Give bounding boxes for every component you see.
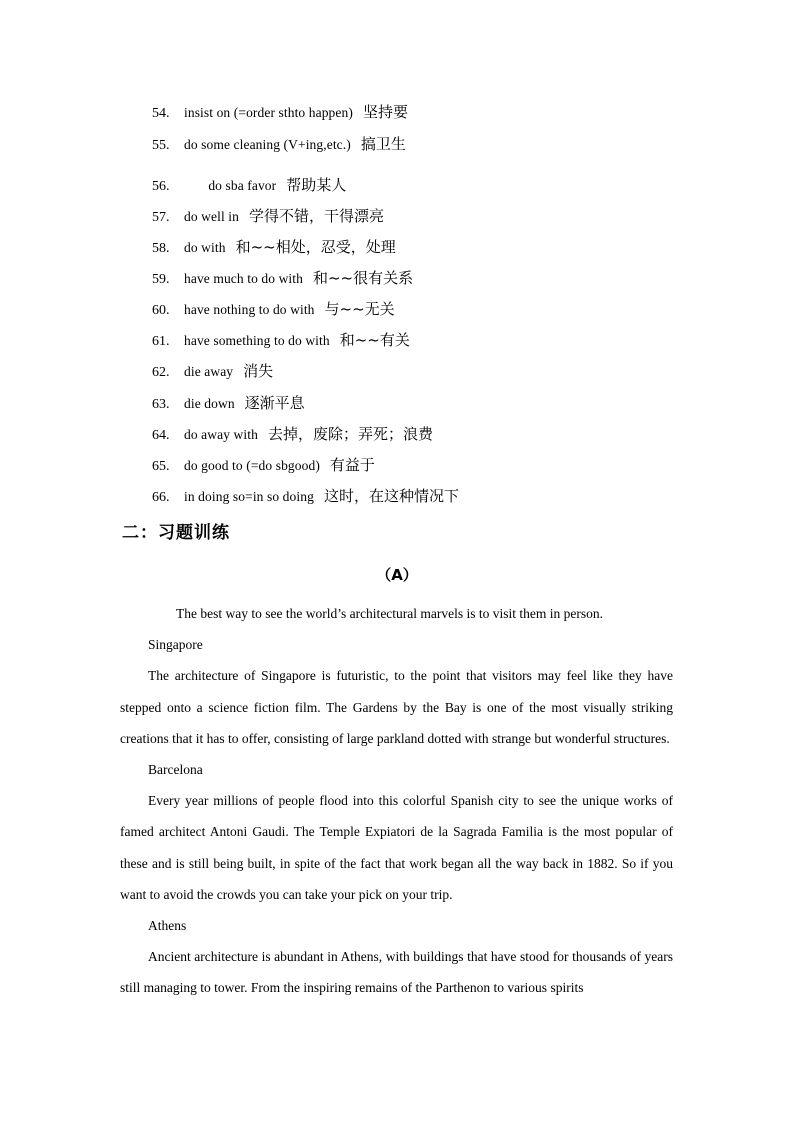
phrase-english: do well in bbox=[184, 209, 239, 224]
phrase-item bbox=[152, 100, 408, 124]
phrase-number: 54. bbox=[152, 106, 170, 121]
phrase-item bbox=[152, 359, 273, 383]
phrase-chinese: 和~~很有关系 bbox=[312, 269, 414, 287]
phrase-chinese: 搞卫生 bbox=[360, 135, 406, 153]
phrase-number: 58. bbox=[152, 241, 170, 256]
phrase-number: 59. bbox=[152, 272, 170, 287]
phrase-chinese: 和~~相处，忍受，处理 bbox=[235, 238, 396, 256]
phrase-number: 66. bbox=[152, 490, 170, 505]
phrase-item bbox=[152, 266, 413, 290]
phrase-chinese: 这时，在这种情况下 bbox=[323, 487, 459, 505]
passage-paragraph: Every year millions of people flood into this colorful Spanish city to see the unique works of famed architect Antoni Gaudi. The Temple Expiatori de la Sagrada Familia is the most popular of these and is still being built, in spite of the fact that work began all the way back in 1882. So if you want to avoid the crowds you can take your pick on your trip. bbox=[120, 793, 673, 902]
phrase-item bbox=[152, 173, 346, 197]
phrase-english: die away bbox=[184, 364, 234, 379]
phrase-number: 55. bbox=[152, 138, 170, 153]
phrase-chinese: 和~~有关 bbox=[339, 331, 410, 349]
phrase-english: die down bbox=[184, 396, 235, 411]
phrase-number: 57. bbox=[152, 210, 170, 225]
phrase-english: have nothing to do with bbox=[184, 302, 315, 317]
phrase-chinese: 有益于 bbox=[329, 456, 375, 474]
passage-label: （A） bbox=[376, 566, 418, 584]
phrase-item bbox=[152, 328, 410, 352]
passage-intro: The best way to see the world’s architectural marvels is to visit them in person. bbox=[176, 606, 604, 621]
phrase-chinese: 学得不错，干得漂亮 bbox=[249, 207, 385, 225]
phrase-english: have something to do with bbox=[184, 333, 330, 348]
passage-subheading: Singapore bbox=[148, 637, 203, 653]
phrase-english: do good to (=do sbgood) bbox=[184, 458, 320, 473]
phrase-item bbox=[152, 297, 395, 321]
phrase-english: do away with bbox=[184, 427, 258, 442]
reading-passage bbox=[120, 598, 673, 1004]
phrase-item bbox=[152, 204, 384, 228]
phrase-chinese: 去掉，废除；弄死；浪费 bbox=[267, 425, 433, 443]
passage-paragraph: Ancient architecture is abundant in Athens, with buildings that have stood for thousands of years still managing to tower. From the inspiring remains of the Parthenon to various spirits bbox=[120, 949, 673, 996]
phrase-number: 56. bbox=[152, 179, 170, 194]
passage-paragraph: The architecture of Singapore is futuristic, to the point that visitors may feel like they have stepped onto a science fiction film. The Gardens by the Bay is one of the most visually striking creations that it has to offer, consisting of large parkland dotted with strange but wonderful structures. bbox=[120, 668, 673, 746]
phrase-number: 65. bbox=[152, 459, 170, 474]
phrase-english: do some cleaning (V+ing,etc.) bbox=[184, 137, 351, 152]
phrase-number: 61. bbox=[152, 334, 170, 349]
phrase-item bbox=[152, 422, 433, 446]
phrase-item bbox=[152, 484, 459, 508]
phrase-english: in doing so=in so doing bbox=[184, 489, 314, 504]
phrase-english: insist on (=order sthto happen) bbox=[184, 105, 353, 120]
phrase-number: 60. bbox=[152, 303, 170, 318]
phrase-chinese: 坚持要 bbox=[362, 103, 408, 121]
phrase-number: 64. bbox=[152, 428, 170, 443]
phrase-english: do sba favor bbox=[184, 178, 277, 193]
phrase-chinese: 与~~无关 bbox=[324, 300, 395, 318]
passage-subheading: Barcelona bbox=[148, 762, 203, 778]
phrase-english: have much to do with bbox=[184, 271, 303, 286]
phrase-item bbox=[152, 132, 406, 156]
phrase-number: 62. bbox=[152, 365, 170, 380]
phrase-english: do with bbox=[184, 240, 226, 255]
phrase-chinese: 帮助某人 bbox=[286, 176, 347, 194]
phrase-item bbox=[152, 235, 396, 259]
phrase-item bbox=[152, 391, 305, 415]
phrase-chinese: 消失 bbox=[243, 362, 274, 380]
phrase-item bbox=[152, 453, 375, 477]
section-heading: 二：习题训练 bbox=[122, 523, 230, 543]
phrase-chinese: 逐渐平息 bbox=[244, 394, 305, 412]
passage-subheading: Athens bbox=[148, 918, 187, 934]
phrase-number: 63. bbox=[152, 397, 170, 412]
